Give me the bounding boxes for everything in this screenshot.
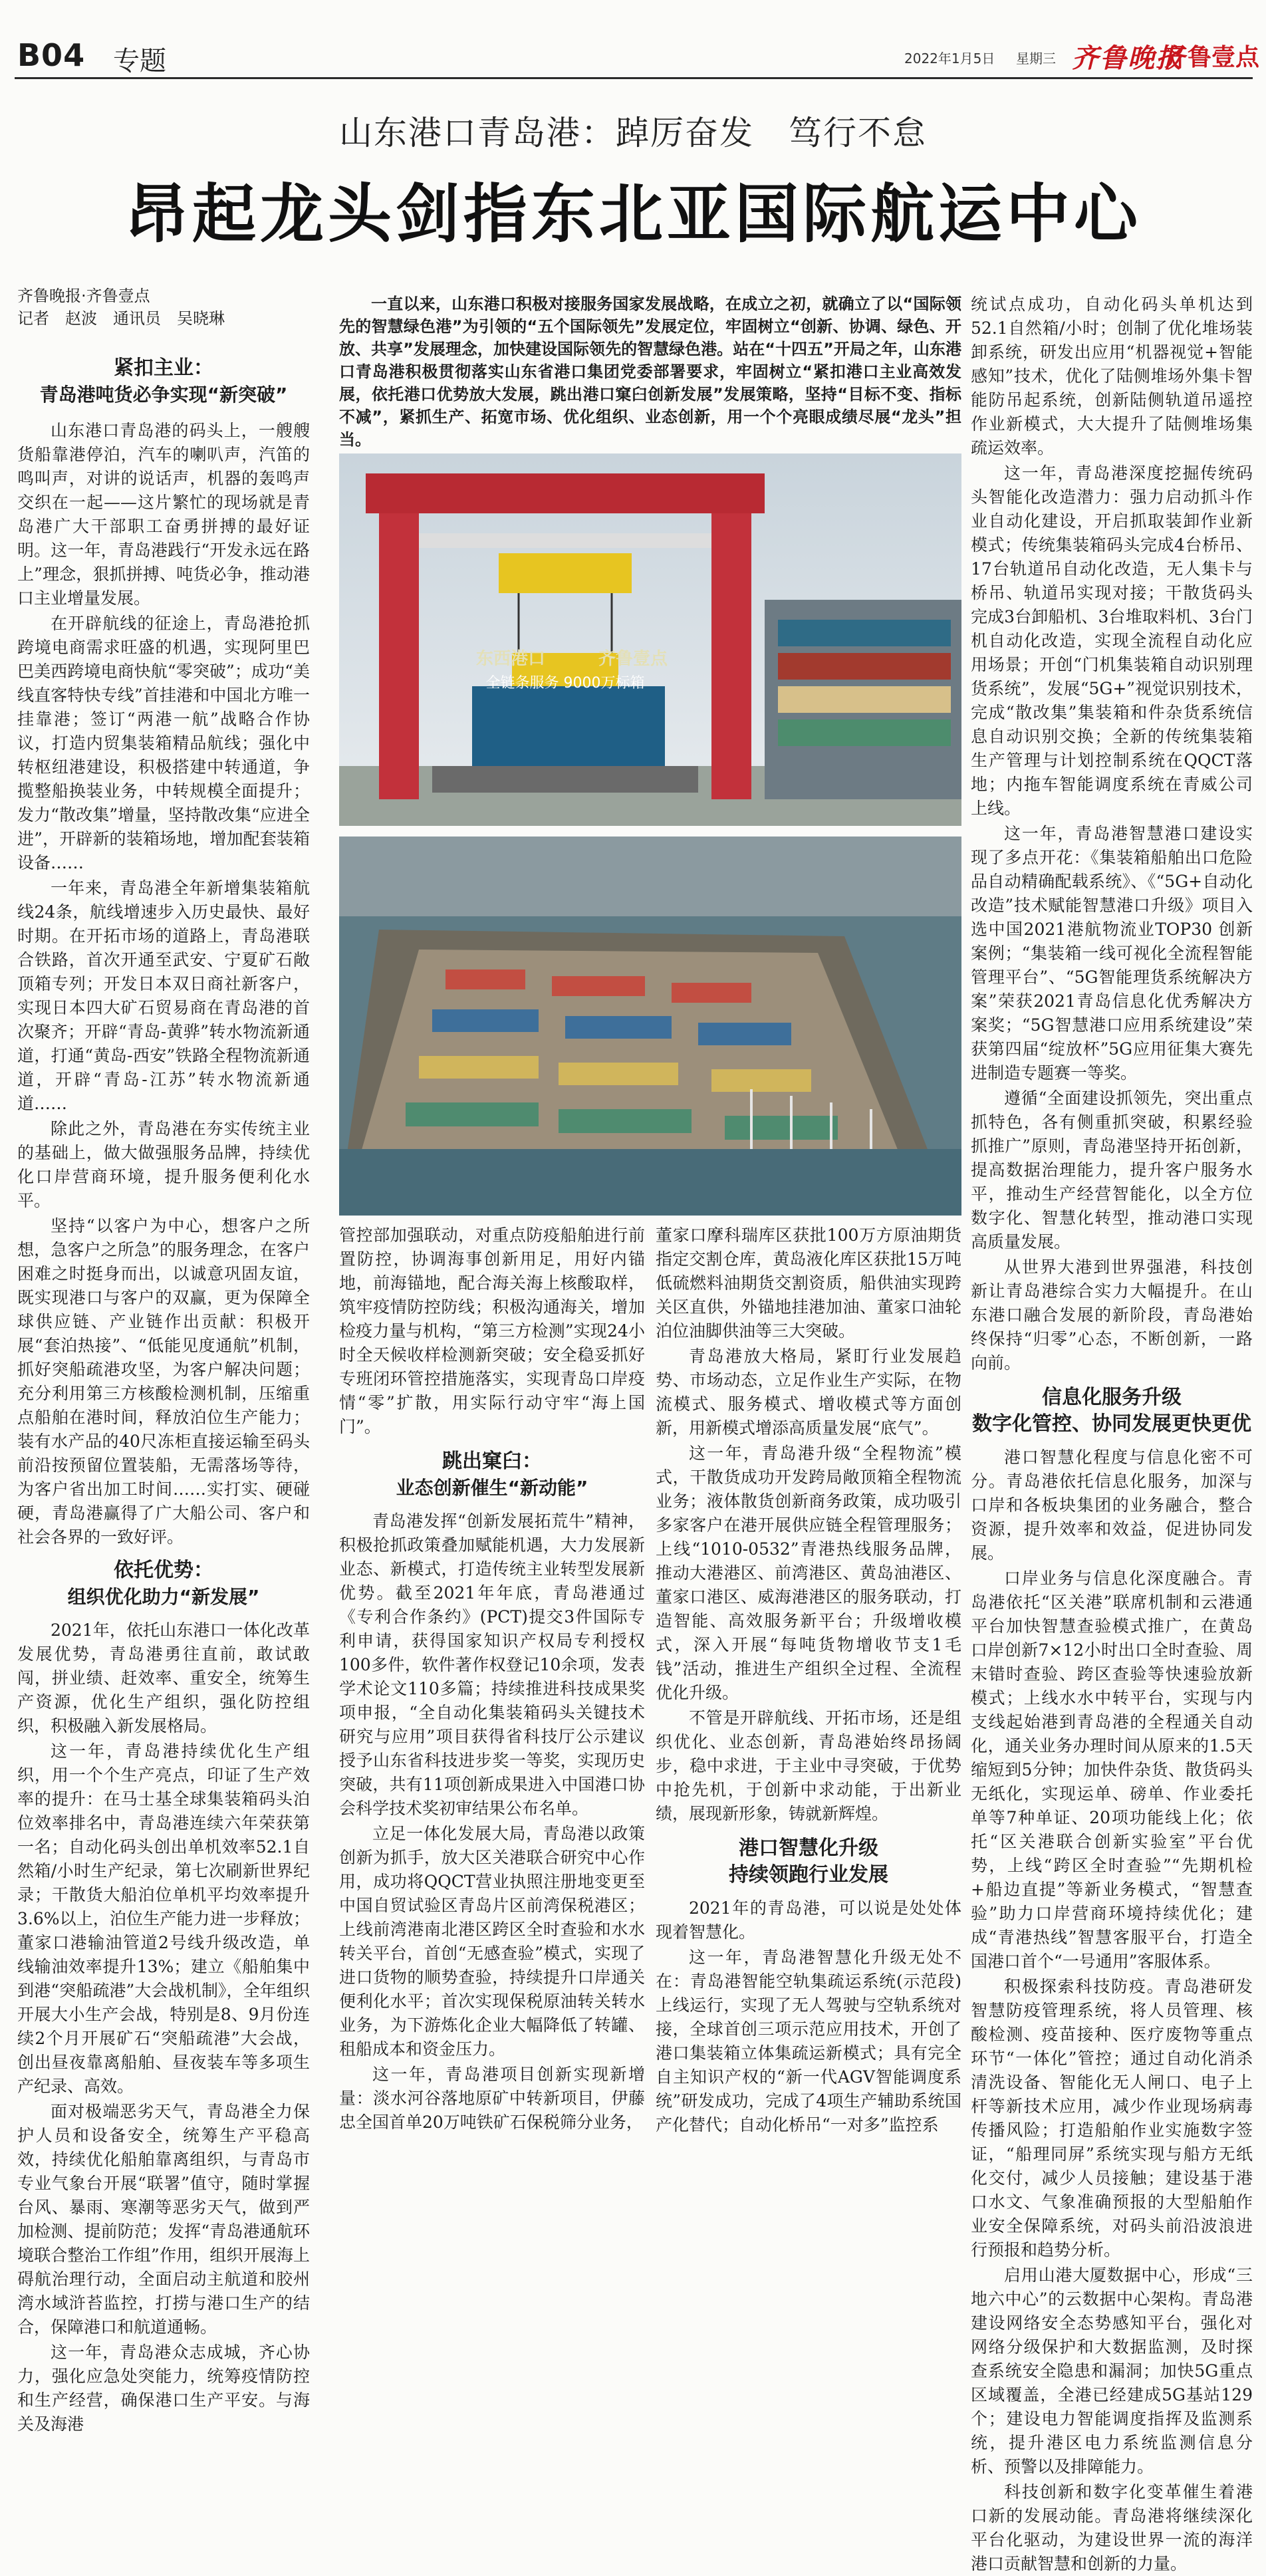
paragraph: 这一年，青岛港深度挖掘传统码头智能化改造潜力：强力启动抓斗作业自动化建设，开启抓取装卸作业新模式；传统集装箱码头完成4台桥吊、17台轨道吊自动化改造，无人集卡与桥吊、轨道吊实现对接；干散货码头完成3台卸船机、3台堆取料机、3台门机自动化改造，实现全流程自动化应用场景；开创“门机集装箱自动识别理货系统”，发展“5G+”视觉识别技术，完成“散改集”集装箱和件杂货系统信息自动识别交换；全新的传统集装箱生产管理与计划控制系统在QQCT落地；内拖车智能调度系统在青威公司上线。: [971, 463, 1253, 818]
section-heading: 港口智慧化升级: [739, 1837, 878, 1860]
paragraph: 遵循“全面建设抓领先，突出重点抓特色，各有侧重抓突破，积累经验抓推广”原则，青岛港坚持开拓创新，提高数据治理能力，提升客户服务水平，推动生产经营智能化，以全方位数字化、智慧化转型，推动港口实现高质量发展。: [971, 1089, 1253, 1251]
paragraph: 这一年，青岛港升级“全程物流”模式，干散货成功开发跨局敞顶箱全程物流业务；液体散货创新商务政策，成功吸引多家客户在港开展供应链全程管理服务；上线“1010-0532”青港热线服务品牌，推动大港港区、前湾港区、黄岛油港区、董家口港区、威海港港区的服务联动，打造智能、高效服务新平台；升级增收模式，深入开展“每吨货物增收节支1毛钱”活动，推进生产组织全过程、全流程优化升级。: [656, 1444, 961, 1702]
page-number: B04: [17, 37, 86, 73]
paragraph: 积极探索科技防疫。青岛港研发智慧防疫管理系统，将人员管理、核酸检测、疫苗接种、医疗废物等重点环节“一体化”管控；通过自动化消杀清洗设备、智能化无人闸口、电子上杆等新技术应用，减少作业现场病毒传播风险；打造船舶作业实施数字签证，“船理同屏”系统实现与船方无纸化交付，减少人员接触；建设基于港口水文、气象准确预报的大型船舶作业安全保障系统，对码头前沿波浪进行预报和趋势分析。: [971, 1977, 1253, 2259]
port-crane-illustration: [339, 453, 961, 826]
aerial-port-photo: [339, 837, 961, 1216]
paragraph: 港口智慧化程度与信息化密不可分。青岛港依托信息化服务，加深与口岸和各板块集团的业务融合，整合资源，提升效率和效益，促进协同发展。: [971, 1448, 1253, 1563]
paragraph: 除此之外，青岛港在夯实传统主业的基础上，做大做强服务品牌，持续优化口岸营商环境，提升服务便利化水平。: [17, 1119, 310, 1210]
aerial-port-illustration: [339, 837, 961, 1216]
app-logo: 齐鲁壹点: [1164, 44, 1260, 71]
byline: [17, 285, 225, 330]
newspaper-logo: 齐鲁晚报: [1072, 43, 1184, 74]
page-title: 昂起龙头剑指东北亚国际航运中心: [124, 176, 1142, 251]
paragraph: 2021年的青岛港，可以说是处处体现着智慧化。: [656, 1898, 961, 1942]
section-subheading: 组织优化助力“新发展”: [67, 1586, 260, 1608]
byline-outlet: 齐鲁晚报·齐鲁壹点: [17, 287, 150, 305]
paragraph: 启用山港大厦数据中心，形成“三地六中心”的云数据中心架构。青岛港建设网络安全态势感知平台，强化对网络分级保护和大数据监测，及时探查系统安全隐患和漏洞；加快5G重点区域覆盖，全港已经建成5G基站129个；建设电力智能调度指挥及监测系统，提升港区电力系统监测信息分析、预警以及排障能力。: [971, 2265, 1253, 2476]
section-heading: 依托优势：: [114, 1559, 213, 1582]
paragraph: 一年来，青岛港全年新增集装箱航线24条，航线增速步入历史最快、最好时期。在开拓市场的道路上，青岛港联合铁路，首次开通至武安、宁夏矿石敞顶箱专列；开发日本双日商社新客户，实现日本四大矿石贸易商在青岛港的首次聚齐；开辟“青岛-黄骅”转水物流新通道，打通“黄岛-西安”铁路全程物流新通道，开辟“青岛-江苏”转水物流新通道……: [17, 878, 310, 1113]
lead-paragraph: 一直以来，山东港口积极对接服务国家发展战略，在成立之初，就确立了以“国际领先的智慧绿色港”为引领的“五个国际领先”发展定位，牢固树立“创新、协调、绿色、开放、共享”发展理念，加快建设国际领先的智慧绿色港。站在“十四五”开局之年，山东港口青岛港积极贯彻落实山东省港口集团党委部署要求，牢固树立“紧扣港口主业高效发展，依托港口优势放大发展，跳出港口窠臼创新发展”发展策略，坚持“目标不变、指标不减”，紧抓生产、拓宽市场、优化组织、业态创新，用一个个亮眼成绩尽展“龙头”担当。: [339, 295, 961, 449]
section-heading: 跳出窠臼：: [442, 1450, 542, 1473]
section-subheading: 青岛港吨货必争实现“新突破”: [39, 384, 288, 406]
section-heading: 信息化服务升级: [1042, 1386, 1182, 1409]
paragraph: 这一年，青岛港项目创新实现新增量：淡水河谷落地原矿中转新项目，伊藤忠全国首单20万吨铁矿石保税筛分业务，: [339, 2065, 645, 2132]
photo-banner-text: 全链条服务 9000万标箱: [485, 675, 645, 692]
section-subheading: 数字化管控、协同发展更快更优: [972, 1412, 1251, 1436]
masthead-rule: [15, 77, 1253, 79]
paragraph: 面对极端恶劣天气，青岛港全力保护人员和设备安全，统筹生产平稳高效，持续优化船舶靠离组织，与青岛市专业气象台开展“联署”值守，随时掌握台风、暴雨、寒潮等恶劣天气，做到严加检测、提前防范；发挥“青岛港通航环境联合整治工作组”作用，组织开展海上碍航治理行动，全面启动主航道和胶州湾水域浒苔监控，打捞与港口生产的结合，保障港口和航道通畅。: [17, 2102, 310, 2337]
paragraph: 统试点成功，自动化码头单机达到52.1自然箱/小时；创制了优化堆场装卸系统，研发出应用“机器视觉+智能感知”技术，优化了陆侧堆场外集卡智能防吊起系统，创新陆侧轨道吊遥控作业新模式，大大提升了陆侧堆场集疏运效率。: [971, 295, 1253, 457]
paragraph: 科技创新和数字化变革催生着港口新的发展动能。青岛港将继续深化平台化驱动，为建设世界一流的海洋港口贡献智慧和创新的力量。: [971, 2482, 1253, 2573]
photo-banner-right: 齐鲁壹点: [598, 649, 668, 669]
section-heading: 紧扣主业：: [114, 356, 213, 380]
issue-weekday: 星期三: [1016, 51, 1056, 66]
paragraph: 这一年，青岛港众志成城，齐心协力，强化应急处突能力，统筹疫情防控和生产经营，确保港口生产平安。与海关及海港: [17, 2343, 310, 2434]
headline-kicker: 山东港口青岛港：踔厉奋发 笃行不怠: [339, 114, 927, 152]
column-4: [971, 293, 1253, 2573]
paragraph: 这一年，青岛港持续优化生产组织，用一个个生产亮点，印证了生产效率的提升：在马士基全球集装箱码头泊位效率排名中，青岛港连续六年荣获第一名；自动化码头创出单机效率52.1自然箱/小时生产纪录，第七次刷新世界纪录；干散货大船泊位单机平均效率提升3.6%以上，泊位生产能力进一步释放；董家口港输油管道2号线升级改造，单线输油效率提升13%；建立《船舶集中到港“突船疏港”大会战机制》，全年组织开展大小生产会战，特别是8、9月份连续2个月开展矿石“突船疏港”大会战，创出昼夜靠离船舶、昼夜装车等多项生产纪录、高效。: [17, 1741, 310, 2096]
port-crane-photo: [339, 453, 961, 826]
paragraph: 山东港口青岛港的码头上，一艘艘货船靠港停泊，汽车的喇叭声，汽笛的鸣叫声，对讲的说话声，机器的轰鸣声交织在一起——这片繁忙的现场就是青岛港广大干部职工奋勇拼搏的最好证明。这一年，青岛港践行“开发永远在路上”理念，狠抓拼搏、吨货必争，推动港口主业增量发展。: [17, 421, 310, 608]
column-2: [339, 1224, 645, 2132]
paragraph: 不管是开辟航线、开拓市场，还是组织优化、业态创新，青岛港始终昂扬阔步，稳中求进，于主业中寻突破，于优势中抢先机，于创新中求动能，于出新业绩，展现新形象，铸就新辉煌。: [656, 1708, 961, 1823]
paragraph: 口岸业务与信息化深度融合。青岛港依托“区关港”联席机制和云港通平台加快智慧查验模式推广，在黄岛口岸创新7×12小时出口全时查验、周末错时查验、跨区查验等快速验放新模式；上线水水中转平台，实现与内支线起始港到青岛港的全程通关自动化，通关业务办理时间从原来的1.5天缩短到5分钟；加快件杂货、散货码头无纸化，实现运单、磅单、作业委托单等7种单证、20项功能线上化；依托“区关港联合创新实验室”平台优势，上线“跨区全时查验”“先期机检+船边直提”等新业务模式，“智慧查验”助力口岸营商环境持续优化；建成“青港热线”智慧客服平台，打造全国港口首个“一号通用”客服体系。: [971, 1569, 1253, 1971]
paragraph: 坚持“以客户为中心，想客户之所想，急客户之所急”的服务理念，在客户困难之时挺身而出，以诚意巩固友谊，既实现港口与客户的双赢，更为保障全球供应链、产业链作出贡献：积极开展“套泊热接”、“低能见度通航”机制，抓好突船疏港攻坚，为客户解决问题；充分利用第三方核酸检测机制，压缩重点船舶在港时间，释放泊位生产能力；装有水产品的40尺冻柜直接运输至码头前沿按预留位置装船，无需落场等待，为客户省出加工时间……实打实、硬碰硬，青岛港赢得了广大船公司、客户和社会各界的一致好评。: [17, 1216, 310, 1547]
paragraph: 董家口摩科瑞库区获批100万方原油期货指定交割仓库，黄岛液化库区获批15万吨低硫燃料油期货交割资质，船供油实现跨关区直供，外锚地挂港加油、董家口油轮泊位油脚供油等三大突破。: [656, 1225, 961, 1341]
paragraph: 青岛港放大格局，紧盯行业发展趋势、市场动态，立足作业生产实际，在物流模式、服务模式、增收模式等方面创新，用新模式增添高质量发展“底气”。: [656, 1347, 961, 1438]
section-label: 专题: [113, 46, 166, 76]
column-1: [17, 352, 310, 2434]
issue-date: 2022年1月5日: [904, 51, 995, 66]
paragraph: 立足一体化发展大局，青岛港以政策创新为抓手，放大区关港联合研究中心作用，成功将QQCT营业执照注册地变更至中国自贸试验区青岛片区前湾保税港区；上线前湾港南北港区跨区全时查验和水水转关平台，首创“无感查验”模式，实现了进口货物的顺势查验，持续提升口岸通关便利化水平；首次实现保税原油转关转水业务，为下游炼化企业大幅降低了转罐、租船成本和资金压力。: [339, 1824, 645, 2059]
photo-banner-left: 东西港口: [476, 649, 546, 669]
section-subheading: 业态创新催生“新动能”: [396, 1477, 588, 1499]
section-subheading: 持续领跑行业发展: [729, 1863, 888, 1886]
paragraph: 2021年，依托山东港口一体化改革发展优势，青岛港勇往直前，敢试敢闯，拼业绩、赶效率、重安全，统筹生产资源，优化生产组织，强化防控组织，积极融入新发展格局。: [17, 1620, 310, 1736]
paragraph: 从世界大港到世界强港，科技创新让青岛港综合实力大幅提升。在山东港口融合发展的新阶段，青岛港始终保持“归零”心态，不断创新，一路向前。: [971, 1257, 1253, 1372]
byline-authors: 记者 赵波 通讯员 吴晓琳: [17, 309, 225, 328]
paragraph: 青岛港发挥“创新发展拓荒牛”精神，积极抢抓政策叠加赋能机遇，大力发展新业态、新模式，打造传统主业转型发展新优势。截至2021年年底，青岛港通过《专利合作条约》(PCT)提交3件国际专利申请，获得国家知识产权局专利授权100多件，软件著作权登记10余项，发表学术论文110多篇；持续推进科技成果奖项申报，“全自动化集装箱码头关键技术研究与应用”项目获得省科技厅公示建议授予山东省科技进步奖一等奖，实现历史突破，共有11项创新成果进入中国港口协会科学技术奖初审结果公布名单。: [339, 1511, 645, 1818]
paragraph: 这一年，青岛港智慧化升级无处不在：青岛港智能空轨集疏运系统(示范段)上线运行，实现了无人驾驶与空轨系统对接，全球首创三项示范应用技术，开创了港口集装箱立体集疏运新模式；具有完全自主知识产权的“新一代AGV智能调度系统”研发成功，完成了4项生产辅助系统国产化替代；自动化桥吊“一对多”监控系: [656, 1948, 961, 2134]
paragraph: 这一年，青岛港智慧港口建设实现了多点开花：《集装箱船舶出口危险品自动精确配载系统》、《“5G+自动化改造”技术赋能智慧港口升级》项目入选中国2021港航物流业TOP30 创新案例；“集装箱一线可视化全流程智能管理平台”、“5G智能理货系统解决方案”荣获2021青岛信息化优秀解决方案奖；“5G智慧港口应用系统建设”荣获第四届“绽放杯”5G应用征集大赛先进制造专题赛一等奖。: [971, 824, 1253, 1083]
paragraph: 在开辟航线的征途上，青岛港抢抓跨境电商需求旺盛的机遇，实现阿里巴巴美西跨境电商快航“零突破”；成功“美线直客特快专线”首挂港和中国北方唯一挂靠港；签订“两港一航”战略合作协议，打造内贸集装箱精品航线；强化中转枢纽港建设，积极搭建中转通道，争揽整船换装业务，中转规模全面提升；发力“散改集”增量，坚持散改集“应进全进”，开辟新的装箱场地，增加配套装箱设备……: [17, 614, 310, 872]
column-3: [656, 1224, 961, 2134]
paragraph: 管控部加强联动，对重点防疫船舶进行前置防控，协调海事创新用足，用好内锚地，前海锚地，配合海关海上核酸取样，筑牢疫情防控防线；积极沟通海关，增加检疫力量与机构，“第三方检测”实现24小时全天候收样检测新突破；安全稳妥抓好专班闭环管控措施落实，实现青岛口岸疫情“零”扩散，用实际行动守牢“海上国门”。: [339, 1225, 645, 1436]
